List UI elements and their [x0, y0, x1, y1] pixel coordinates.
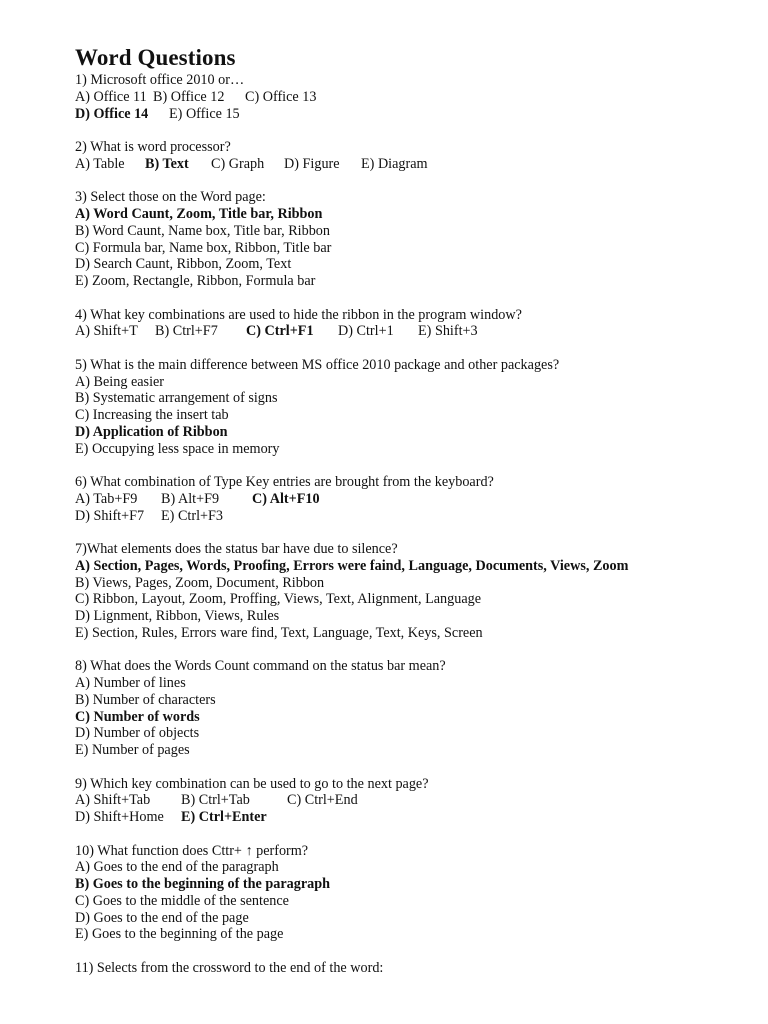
q7-option-b: B) Views, Pages, Zoom, Document, Ribbon [75, 574, 325, 591]
q1-option-b: B) Office 12 [153, 88, 225, 105]
q9-option-e-correct: E) Ctrl+Enter [181, 809, 267, 825]
q1-option-a: A) Office 11 [75, 88, 147, 105]
q10-option-d: D) Goes to the end of the page [75, 909, 249, 926]
question-4-options [75, 323, 735, 340]
q3-option-b: B) Word Caunt, Name box, Title bar, Ribbon [75, 222, 330, 239]
q7-option-a-correct: A) Section, Pages, Words, Proofing, Errors were faind, Language, Documents, Views, Zoom [75, 557, 629, 574]
question-9: 9) Which key combination can be used to go to the next page? [75, 775, 429, 792]
q6-option-c-correct: C) Alt+F10 [252, 490, 320, 507]
q4-option-b: B) Ctrl+F7 [155, 323, 218, 340]
q1-option-d-correct: D) Office 14 [75, 105, 149, 122]
q9-option-d: D) Shift+Home [75, 809, 164, 825]
question-1: 1) Microsoft office 2010 or… [75, 72, 245, 88]
document-page [75, 44, 735, 977]
question-9-options-row-1 [75, 792, 735, 809]
q3-option-e: E) Zoom, Rectangle, Ribbon, Formula bar [75, 273, 316, 289]
q4-option-d: D) Ctrl+1 [338, 323, 394, 340]
q9-option-b: B) Ctrl+Tab [181, 792, 250, 809]
q10-option-c: C) Goes to the middle of the sentence [75, 892, 289, 909]
q6-option-e: E) Ctrl+F3 [161, 507, 223, 524]
q9-option-a: A) Shift+Tab [75, 792, 151, 809]
q7-option-c: C) Ribbon, Layout, Zoom, Proffing, Views, Text, Alignment, Language [75, 591, 482, 608]
q8-option-d: D) Number of objects [75, 725, 200, 742]
question-4: 4) What key combinations are used to hide the ribbon in the program window? [75, 306, 522, 323]
q3-option-d: D) Search Caunt, Ribbon, Zoom, Text [75, 256, 292, 273]
q2-option-a: A) Table [75, 155, 125, 172]
question-1-options-row-1 [75, 89, 735, 106]
q8-option-c-correct: C) Number of words [75, 708, 200, 725]
page-title: Word Questions [75, 45, 236, 70]
question-2-options [75, 156, 735, 173]
question-1-options-row-2 [75, 106, 735, 123]
q10-option-b-correct: B) Goes to the beginning of the paragraph [75, 876, 330, 892]
question-2: 2) What is word processor? [75, 139, 231, 155]
q7-option-e: E) Section, Rules, Errors ware find, Text, Language, Text, Keys, Screen [75, 624, 483, 641]
question-6-options-row-1 [75, 491, 735, 508]
q9-option-c: C) Ctrl+End [287, 792, 358, 809]
question-3: 3) Select those on the Word page: [75, 189, 266, 206]
q8-option-a: A) Number of lines [75, 675, 186, 691]
q2-option-c: C) Graph [211, 155, 265, 172]
question-9-options-row-2 [75, 809, 735, 826]
question-6-options-row-2 [75, 508, 735, 525]
q7-option-d: D) Lignment, Ribbon, Views, Rules [75, 608, 280, 624]
question-7: 7)What elements does the status bar have due to silence? [75, 541, 398, 557]
q5-option-d-correct: D) Application of Ribbon [75, 423, 228, 440]
q2-option-b-correct: B) Text [145, 155, 189, 172]
q3-option-a-correct: A) Word Caunt, Zoom, Title bar, Ribbon [75, 206, 323, 222]
q8-option-b: B) Number of characters [75, 691, 216, 708]
question-5: 5) What is the main difference between MS office 2010 package and other packages? [75, 356, 560, 373]
q5-option-b: B) Systematic arrangement of signs [75, 390, 278, 407]
q4-option-c-correct: C) Ctrl+F1 [246, 323, 314, 340]
q4-option-e: E) Shift+3 [418, 323, 478, 340]
question-10: 10) What function does Cttr+ ↑ perform? [75, 842, 309, 859]
q5-option-c: C) Increasing the insert tab [75, 407, 229, 423]
question-11: 11) Selects from the crossword to the end of the word: [75, 959, 384, 976]
q1-option-c: C) Office 13 [245, 88, 317, 105]
q2-option-e: E) Diagram [361, 155, 428, 172]
q10-option-a: A) Goes to the end of the paragraph [75, 859, 279, 876]
q5-option-e: E) Occupying less space in memory [75, 440, 280, 457]
q8-option-e: E) Number of pages [75, 742, 190, 758]
q6-option-a: A) Tab+F9 [75, 490, 138, 507]
q2-option-d: D) Figure [284, 155, 340, 172]
q4-option-a: A) Shift+T [75, 323, 138, 340]
q5-option-a: A) Being easier [75, 373, 165, 390]
q3-option-c: C) Formula bar, Name box, Ribbon, Title bar [75, 239, 332, 256]
question-8: 8) What does the Words Count command on the status bar mean? [75, 658, 446, 675]
q6-option-b: B) Alt+F9 [161, 490, 220, 507]
q10-option-e: E) Goes to the beginning of the page [75, 926, 284, 943]
question-6: 6) What combination of Type Key entries are brought from the keyboard? [75, 474, 494, 490]
q1-option-e: E) Office 15 [169, 105, 240, 122]
q6-option-d: D) Shift+F7 [75, 507, 145, 524]
